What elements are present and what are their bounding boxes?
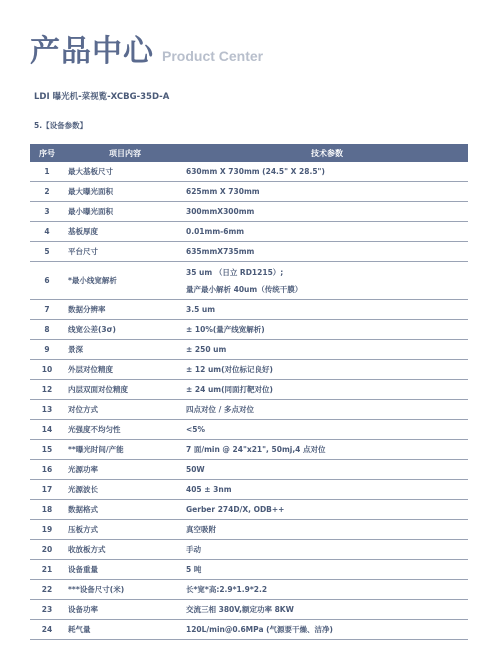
row-spec	[182, 440, 468, 460]
row-item: 景深	[64, 340, 182, 360]
row-spec-text: 50W	[186, 465, 205, 474]
product-name: LDI 曝光机-菜视覧-XCBG-35D-A	[34, 92, 170, 102]
row-spec	[182, 340, 468, 360]
row-number: 9	[30, 340, 64, 360]
row-item: 光源波长	[64, 480, 182, 500]
row-spec	[182, 380, 468, 400]
row-number: 15	[30, 440, 64, 460]
table-row	[30, 480, 468, 500]
row-number: 7	[30, 300, 64, 320]
row-item: 最小曝光面积	[64, 202, 182, 222]
row-spec-text: 7 面/min @ 24"x21", 50mj,4 点对位	[186, 445, 326, 454]
page-title: 产品中心	[30, 34, 154, 69]
table-row	[30, 242, 468, 262]
table-row	[30, 360, 468, 380]
row-spec	[182, 162, 468, 182]
row-number: 10	[30, 360, 64, 380]
row-number: 21	[30, 560, 64, 580]
row-number: 16	[30, 460, 64, 480]
row-item: 设备功率	[64, 600, 182, 620]
table-row	[30, 460, 468, 480]
row-item: 数据格式	[64, 500, 182, 520]
row-spec	[182, 222, 468, 242]
row-spec-text: ± 250 um	[186, 345, 227, 354]
row-spec-text: 交流三相 380V,额定功率 8KW	[186, 605, 294, 614]
row-spec-text-2: 量产最小解析 40um（传统干膜）	[186, 284, 303, 294]
table-row	[30, 520, 468, 540]
row-item: 平台尺寸	[64, 242, 182, 262]
row-spec	[182, 500, 468, 520]
table-row	[30, 600, 468, 620]
row-item: 内层双面对位精度	[64, 380, 182, 400]
row-spec-text: ± 24 um(同面打靶对位)	[186, 385, 273, 394]
table-row	[30, 500, 468, 520]
table-row	[30, 340, 468, 360]
table-row	[30, 262, 468, 300]
row-spec-text: 625mm X 730mm	[186, 187, 260, 196]
header-no: 序号	[30, 144, 64, 162]
row-number: 14	[30, 420, 64, 440]
row-item: 收放板方式	[64, 540, 182, 560]
row-spec	[182, 600, 468, 620]
table-row	[30, 440, 468, 460]
table-row	[30, 300, 468, 320]
row-spec-text: 四点对位 / 多点对位	[186, 405, 254, 414]
header-spec: 技术参数	[182, 144, 468, 162]
row-spec-text: 长*宽*高:2.9*1.9*2.2	[186, 585, 268, 594]
row-spec-text: 35 um （日立 RD1215）;	[186, 267, 284, 277]
row-number: 13	[30, 400, 64, 420]
row-spec-text: 5 吨	[186, 565, 202, 574]
row-item: 线宽公差(3σ)	[64, 320, 182, 340]
table-row	[30, 560, 468, 580]
table-row	[30, 580, 468, 600]
row-spec-text: 3.5 um	[186, 305, 216, 314]
row-spec	[182, 620, 468, 640]
row-number: 23	[30, 600, 64, 620]
row-spec	[182, 460, 468, 480]
row-number: 8	[30, 320, 64, 340]
table-row	[30, 222, 468, 242]
row-number: 17	[30, 480, 64, 500]
table-row	[30, 320, 468, 340]
row-item: 外层对位精度	[64, 360, 182, 380]
row-number: 1	[30, 162, 64, 182]
row-number: 24	[30, 620, 64, 640]
row-spec	[182, 360, 468, 380]
row-spec-text: 0.01mm-6mm	[186, 227, 245, 236]
table-row	[30, 202, 468, 222]
row-number: 2	[30, 182, 64, 202]
row-number: 22	[30, 580, 64, 600]
row-item: 最大基板尺寸	[64, 162, 182, 182]
row-spec	[182, 182, 468, 202]
row-spec	[182, 560, 468, 580]
table-row	[30, 182, 468, 202]
row-spec-text: 300mmX300mm	[186, 207, 255, 216]
row-spec	[182, 520, 468, 540]
row-spec	[182, 242, 468, 262]
row-spec	[182, 202, 468, 222]
row-spec	[182, 262, 468, 300]
spec-table	[30, 144, 468, 640]
row-item: 数据分辨率	[64, 300, 182, 320]
row-item: **曝光时间/产能	[64, 440, 182, 460]
row-item: 基板厚度	[64, 222, 182, 242]
row-spec-text: 手动	[186, 545, 201, 554]
row-spec	[182, 540, 468, 560]
table-row	[30, 540, 468, 560]
row-spec-text: ± 10%(量产线宽解析)	[186, 325, 265, 334]
table-row	[30, 400, 468, 420]
table-row	[30, 420, 468, 440]
row-spec-text: 真空吸附	[186, 525, 216, 534]
row-number: 5	[30, 242, 64, 262]
table-header-row	[30, 144, 468, 162]
row-item: 最大曝光面积	[64, 182, 182, 202]
row-spec-text: <5%	[186, 425, 206, 434]
row-spec	[182, 580, 468, 600]
row-spec	[182, 420, 468, 440]
table-row	[30, 162, 468, 182]
row-number: 6	[30, 262, 64, 300]
row-item: *最小线宽解析	[64, 262, 182, 300]
table-body	[30, 162, 468, 640]
row-spec	[182, 300, 468, 320]
section-heading: 5.【设备参数】	[34, 121, 88, 130]
row-item: 设备重量	[64, 560, 182, 580]
row-number: 20	[30, 540, 64, 560]
row-spec-text: Gerber 274D/X, ODB++	[186, 505, 285, 514]
row-spec-text: 630mm X 730mm (24.5" X 28.5")	[186, 167, 325, 176]
row-number: 12	[30, 380, 64, 400]
row-spec	[182, 320, 468, 340]
row-number: 4	[30, 222, 64, 242]
page-header	[30, 26, 263, 70]
row-spec	[182, 400, 468, 420]
row-number: 19	[30, 520, 64, 540]
row-number: 3	[30, 202, 64, 222]
row-item: 压板方式	[64, 520, 182, 540]
page-subtitle: Product Center	[162, 48, 264, 64]
row-spec-text: 635mmX735mm	[186, 247, 255, 256]
row-number: 18	[30, 500, 64, 520]
row-spec-text: 405 ± 3nm	[186, 485, 232, 494]
table-row	[30, 620, 468, 640]
row-spec-text: 120L/min@0.6MPa (气源要干燥、洁净)	[186, 625, 333, 634]
row-item: 光源功率	[64, 460, 182, 480]
row-item: ***设备尺寸(米)	[64, 580, 182, 600]
row-spec-text: ± 12 um(对位标记良好)	[186, 365, 273, 374]
row-item: 耗气量	[64, 620, 182, 640]
table-row	[30, 380, 468, 400]
row-item: 对位方式	[64, 400, 182, 420]
header-item: 项目内容	[64, 144, 182, 162]
row-spec	[182, 480, 468, 500]
row-item: 光强度不均匀性	[64, 420, 182, 440]
